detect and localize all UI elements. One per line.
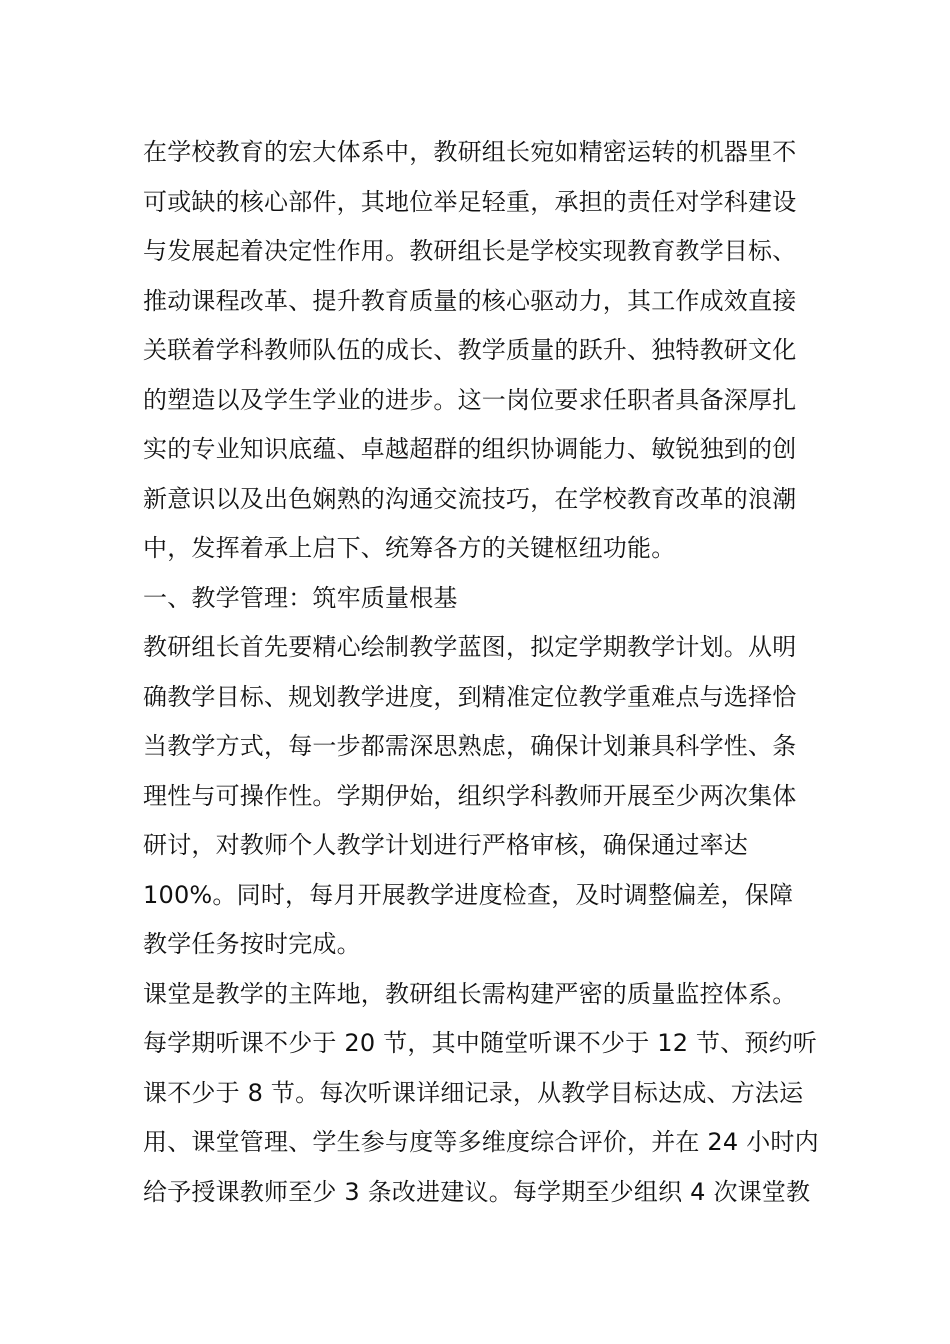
text-line: 在学校教育的宏大体系中，教研组长宛如精密运转的机器里不 bbox=[143, 138, 797, 166]
text-line: 每学期听课不少于 20 节，其中随堂听课不少于 12 节、预约听 bbox=[143, 1029, 817, 1057]
text-line: 课不少于 8 节。每次听课详细记录，从教学目标达成、方法运 bbox=[143, 1078, 804, 1107]
text-line: 可或缺的核心部件，其地位举足轻重，承担的责任对学科建设 bbox=[143, 187, 797, 216]
text-line: 当教学方式，每一步都需深思熟虑，确保计划兼具科学性、条 bbox=[143, 732, 797, 760]
text-line: 新意识以及出色娴熟的沟通交流技巧，在学校教育改革的浪潮 bbox=[143, 484, 797, 513]
text-line: 用、课堂管理、学生参与度等多维度综合评价，并在 24 小时内 bbox=[143, 1128, 819, 1156]
text-line: 确教学目标、规划教学进度，到精准定位教学重难点与选择恰 bbox=[143, 682, 797, 711]
text-line: 与发展起着决定性作用。教研组长是学校实现教育教学目标、 bbox=[143, 237, 797, 265]
text-line: 课堂是教学的主阵地，教研组长需构建严密的质量监控体系。 bbox=[143, 979, 797, 1008]
section-heading: 一、教学管理：筑牢质量根基 bbox=[143, 583, 458, 612]
text-line: 研讨，对教师个人教学计划进行严格审核，确保通过率达 bbox=[143, 831, 748, 859]
text-line: 100%。同时，每月开展教学进度检查，及时调整偏差，保障 bbox=[143, 880, 794, 909]
text-line: 的塑造以及学生学业的进步。这一岗位要求任职者具备深厚扎 bbox=[143, 385, 797, 414]
text-line: 实的专业知识底蕴、卓越超群的组织协调能力、敏锐独到的创 bbox=[143, 435, 797, 463]
text-line: 推动课程改革、提升教育质量的核心驱动力，其工作成效直接 bbox=[143, 286, 797, 315]
text-line: 关联着学科教师队伍的成长、教学质量的跃升、独特教研文化 bbox=[143, 336, 797, 364]
text-line: 中，发挥着承上启下、统筹各方的关键枢纽功能。 bbox=[143, 534, 676, 562]
text-line: 给予授课教师至少 3 条改进建议。每学期至少组织 4 次课堂教 bbox=[143, 1177, 811, 1206]
body-text bbox=[143, 128, 823, 1217]
text-line: 教研组长首先要精心绘制教学蓝图，拟定学期教学计划。从明 bbox=[143, 633, 797, 661]
text-line: 理性与可操作性。学期伊始，组织学科教师开展至少两次集体 bbox=[143, 781, 797, 810]
text-line: 教学任务按时完成。 bbox=[143, 930, 361, 958]
